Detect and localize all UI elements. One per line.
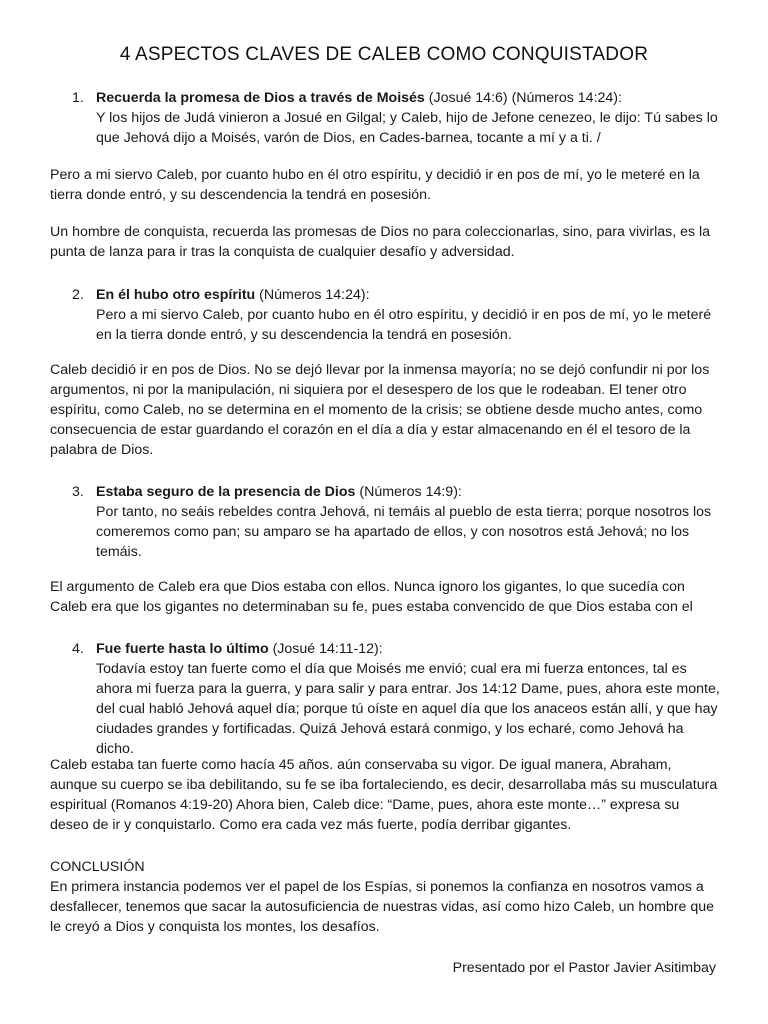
list-item-number: 3. [72,484,84,500]
page-title: 4 ASPECTOS CLAVES DE CALEB COMO CONQUISTADOR [119,44,649,65]
conclusion-title: CONCLUSIÓN [50,859,145,875]
list-item-reference: (Números 14:9): [355,484,462,500]
list-item-number: 2. [72,287,84,303]
list-item-text: Pero a mi siervo Caleb, por cuanto hubo en él otro espíritu, y decidió ir en pos de mí, yo le meteré en la tierra donde entró, y su descendencia la tendrá en posesión. [96,307,712,343]
list-item-text: Todavía estoy tan fuerte como el día que Moisés me envió; cual era mi fuerza entonces, tal es ahora mi fuerza para la guerra, y para salir y para entrar. Jos 14:12 Dame, pues, ahora este monte, del cual habló Jehová aquel día; porque tú oíste en aquel día que los anaceos están allí, y que hay ciudades grandes y fortificadas. Quizá Jehová estará conmigo, y los echaré, como Jehová ha dicho. [96,661,720,757]
paragraph: Pero a mi siervo Caleb, por cuanto hubo en él otro espíritu, y decidió ir en pos de mí, yo le meteré en la tierra donde entró, y su descendencia la tendrá en posesión. [50,167,700,203]
list-item-text: Por tanto, no seáis rebeldes contra Jehová, ni temáis al pueblo de esta tierra; porque nosotros los comeremos como pan; su amparo se ha apartado de ellos, y con nosotros está Jehová; no los temáis. [96,504,712,560]
paragraph: Caleb decidió ir en pos de Dios. No se dejó llevar por la inmensa mayoría; no se dejó confundir ni por los argumentos, ni por la manipulación, ni siquiera por el desespero de los que le rodeaban. El tener otro espíritu, como Caleb, no se determina en el momento de la crisis; se obtiene desde mucho antes, como consecuencia de estar guardando el corazón en el día a día y estar almacenando en él el tesoro de la palabra de Dios. [50,362,710,458]
conclusion-text: En primera instancia podemos ver el papel de los Espías, si ponemos la confianza en nosotros vamos a desfallecer, tenemos que sacar la autosuficiencia de nuestras vidas, así como hizo Caleb, un hombre que le creyó a Dios y conquista los montes, los desafíos. [50,879,715,935]
list-item-number: 4. [72,641,84,657]
signature: Presentado por el Pastor Javier Asitimbay [452,960,716,976]
paragraph: Un hombre de conquista, recuerda las promesas de Dios no para coleccionarlas, sino, para vivirlas, es la punta de lanza para ir tras la conquista de cualquier desafío y adversidad. [50,224,711,260]
list-item-heading: Recuerda la promesa de Dios a través de Moisés [96,90,425,106]
list-item-heading: Estaba seguro de la presencia de Dios [96,484,356,500]
list-item-4 [50,639,720,759]
list-item-text: Y los hijos de Judá vinieron a Josué en Gilgal; y Caleb, hijo de Jefone cenezeo, le dijo: Tú sabes lo que Jehová dijo a Moisés, varón de Dios, en Cades-barnea, tocante a mí y a ti. / [96,110,718,146]
list-item-3 [50,482,720,562]
list-item-2 [50,285,720,345]
list-item-reference: (Josué 14:11-12): [268,641,383,657]
list-item-heading: En él hubo otro espíritu [96,287,256,303]
list-item-1 [50,88,720,148]
paragraph: El argumento de Caleb era que Dios estaba con ellos. Nunca ignoro los gigantes, lo que sucedía con Caleb era que los gigantes no determinaban su fe, pues estaba convencido de que Dios estaba con el [50,579,693,615]
list-item-heading: Fue fuerte hasta lo último [96,641,269,657]
list-item-reference: (Números 14:24): [255,287,370,303]
list-item-reference: (Josué 14:6) (Números 14:24): [424,90,622,106]
paragraph: Caleb estaba tan fuerte como hacía 45 años. aún conservaba su vigor. De igual manera, Abraham, aunque su cuerpo se iba debilitando, su fe se iba fortaleciendo, es decir, desarrollaba más su musculatura espiritual (Romanos 4:19-20) Ahora bien, Caleb dice: “Dame, pues, ahora este monte…” expresa su deseo de ir y conquistarlo. Como era cada vez más fuerte, podía derribar gigantes. [50,757,718,833]
list-item-number: 1. [72,90,84,106]
